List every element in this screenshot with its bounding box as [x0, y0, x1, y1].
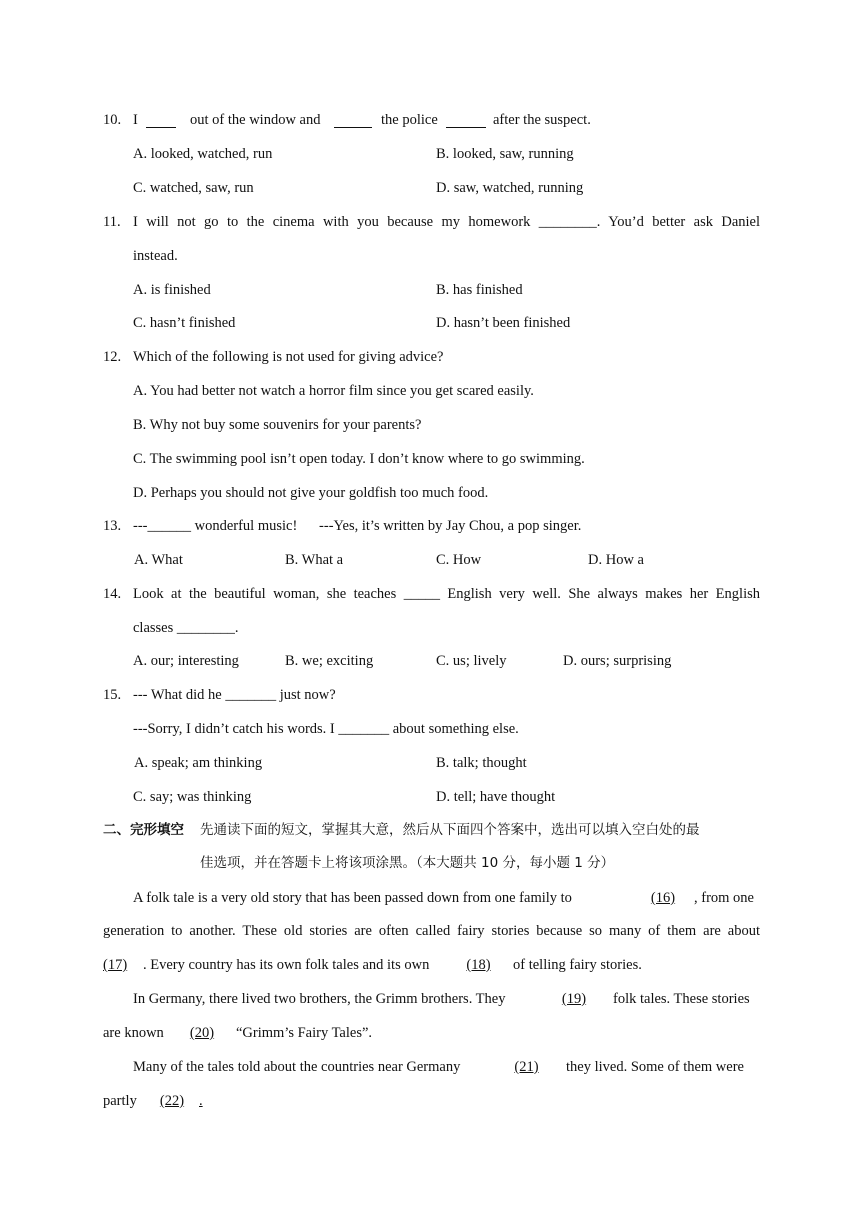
stem-part: after the suspect. [493, 112, 591, 128]
answer-blank [334, 113, 372, 128]
blank-20: (20) [189, 1025, 215, 1041]
section-instruction-cont: 佳选项，并在答题卡上将该项涂黑。（本大题共 10 分，每小题 1 分） [200, 855, 615, 871]
passage-text: are known [103, 1025, 164, 1041]
passage-text: “Grimm’s Fairy Tales”. [236, 1025, 373, 1041]
question-stem-cont: ---Sorry, I didn’t catch his words. I _______ about something else. [133, 721, 519, 737]
blank-19: (19) [561, 991, 587, 1007]
blank-21: (21) [514, 1059, 539, 1075]
option-b: B. What a [285, 552, 344, 568]
passage-text: . Every country has its own folk tales and its own [143, 957, 430, 973]
question-number: 12. [103, 349, 122, 365]
option-c: C. The swimming pool isn’t open today. I don’t know where to go swimming. [133, 451, 585, 467]
question-number: 14. [103, 586, 122, 602]
question-number: 15. [103, 687, 122, 703]
question-stem-cont: instead. [133, 248, 178, 264]
stem-part: out of the window and [190, 112, 321, 128]
option-d: D. saw, watched, running [436, 180, 584, 196]
option-b: B. has finished [436, 282, 523, 298]
passage-text: , from one [694, 890, 754, 906]
stem-part: the police [381, 112, 438, 128]
option-b: B. Why not buy some souvenirs for your parents? [133, 417, 422, 433]
passage-text: Many of the tales told about the countries near Germany [133, 1059, 461, 1075]
blank-17: (17) [103, 957, 128, 973]
option-a: A. our; interesting [133, 653, 239, 669]
option-c: C. How [436, 552, 482, 568]
question-stem: ---______ wonderful music! ---Yes, it’s written by Jay Chou, a pop singer. [133, 518, 582, 534]
option-a: A. is finished [133, 282, 211, 298]
option-b: B. we; exciting [285, 653, 374, 669]
question-number: 11. [103, 214, 121, 230]
option-c: C. hasn’t finished [133, 315, 236, 331]
question-number: 10. [103, 112, 122, 128]
question-number: 13. [103, 518, 122, 534]
option-d: D. tell; have thought [436, 789, 556, 805]
option-d: D. Perhaps you should not give your goldfish too much food. [133, 485, 489, 501]
option-a: A. You had better not watch a horror film since you get scared easily. [133, 383, 534, 399]
blank-18: (18) [466, 957, 491, 973]
question-stem: Look at the beautiful woman, she teaches _____ English very well. She always makes her English [133, 586, 760, 602]
passage-text: In Germany, there lived two brothers, the Grimm brothers. They [133, 991, 506, 1007]
passage-text: . [199, 1093, 203, 1109]
option-c: C. us; lively [436, 653, 507, 669]
section-heading: 二、完形填空 [103, 822, 184, 838]
option-d: D. How a [588, 552, 644, 568]
question-stem: I will not go to the cinema with you because my homework ________. You’d better ask Daniel [133, 214, 760, 230]
passage-text: generation to another. These old stories are often called fairy stories because so many of them are about [103, 923, 760, 939]
question-stem-cont: classes ________. [133, 620, 239, 636]
passage-text: folk tales. These stories [613, 991, 750, 1007]
option-d: D. hasn’t been finished [436, 315, 571, 331]
option-a: A. What [134, 552, 183, 568]
option-a: A. speak; am thinking [134, 755, 263, 771]
option-d: D. ours; surprising [563, 653, 672, 669]
passage-text: they lived. Some of them were [566, 1059, 744, 1075]
answer-blank [146, 113, 176, 128]
option-c: C. watched, saw, run [133, 180, 254, 196]
blank-22: (22) [159, 1093, 185, 1109]
option-b: B. looked, saw, running [436, 146, 574, 162]
question-stem: Which of the following is not used for giving advice? [133, 349, 444, 365]
option-b: B. talk; thought [436, 755, 527, 771]
question-stem: --- What did he _______ just now? [133, 687, 336, 703]
stem-part: I [133, 112, 138, 128]
option-c: C. say; was thinking [133, 789, 252, 805]
answer-blank [446, 113, 486, 128]
blank-16: (16) [650, 890, 676, 906]
option-a: A. looked, watched, run [133, 146, 273, 162]
section-instruction: 先通读下面的短文，掌握其大意，然后从下面四个答案中，选出可以填入空白处的最 [200, 822, 700, 838]
passage-text: partly [103, 1093, 137, 1109]
passage-text: of telling fairy stories. [513, 957, 642, 973]
passage-text: A folk tale is a very old story that has been passed down from one family to [133, 890, 572, 906]
